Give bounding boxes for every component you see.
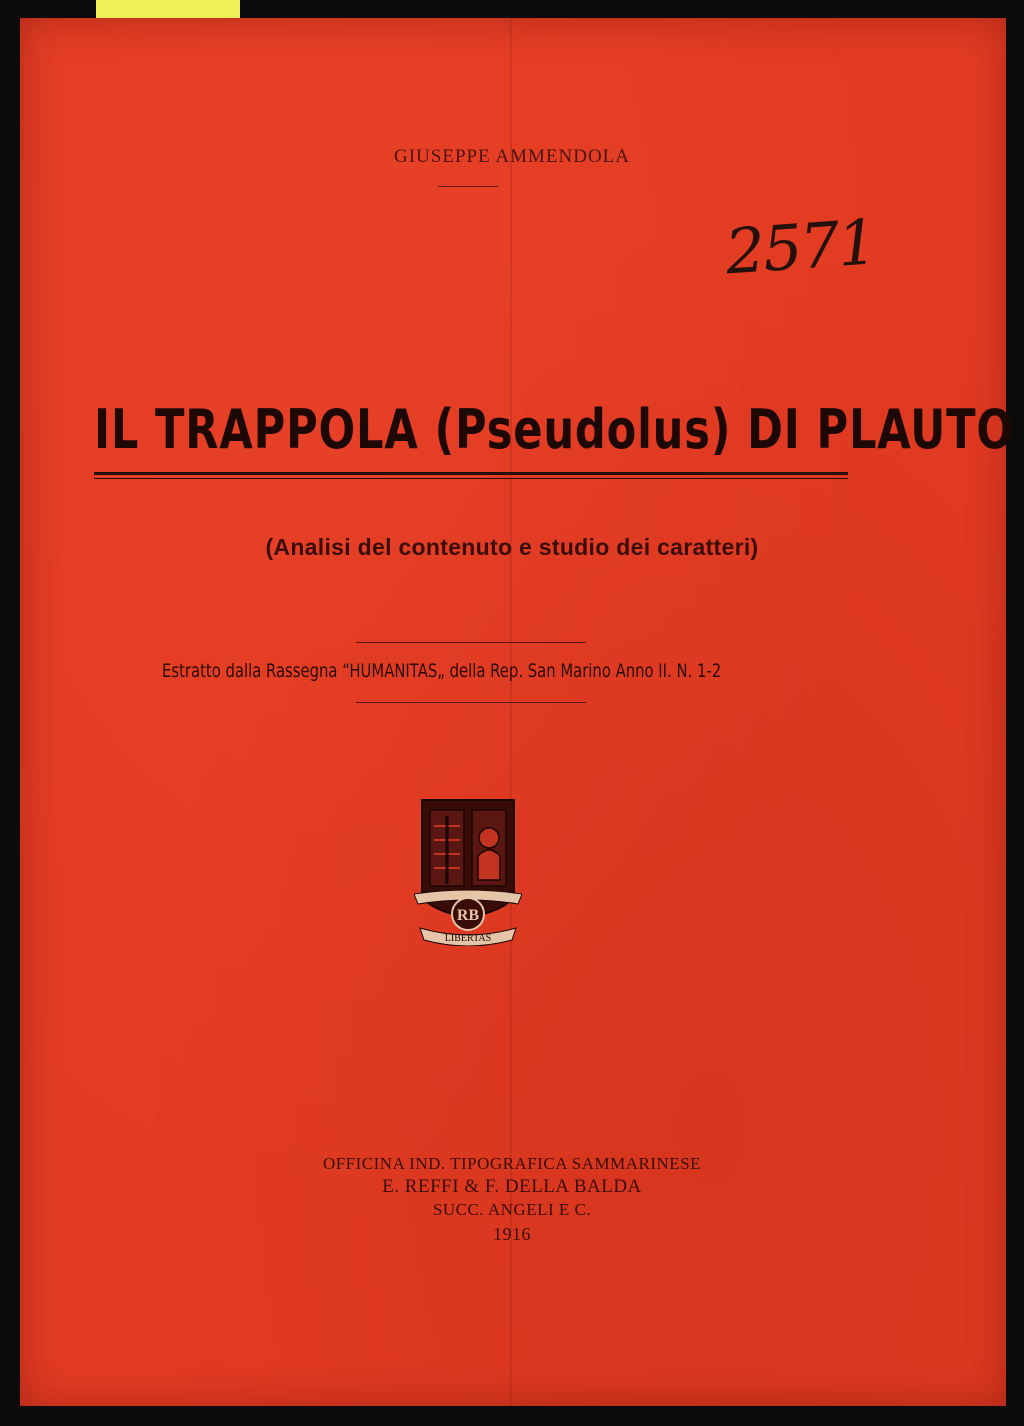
title-underline-thin bbox=[94, 478, 848, 479]
extract-divider-top bbox=[356, 642, 586, 643]
extract-divider-bottom bbox=[356, 702, 586, 703]
publisher-line-1: OFFICINA IND. TIPOGRAFICA SAMMARINESE bbox=[322, 1154, 702, 1173]
title-underline-thick bbox=[94, 472, 848, 475]
publisher-line-3: SUCC. ANGELI E C. bbox=[432, 1200, 592, 1219]
publisher-line-2: E. REFFI & F. DELLA BALDA bbox=[382, 1176, 642, 1197]
handwritten-catalog-number: 2571 bbox=[723, 205, 878, 289]
yellow-tab bbox=[96, 0, 240, 18]
book-subtitle: (Analisi del contenuto e studio dei caratteri) bbox=[265, 534, 759, 560]
author-divider bbox=[438, 186, 498, 187]
emblem-ribbon-text: LIBERTAS bbox=[444, 933, 492, 944]
book-title: IL TRAPPOLA (Pseudolus) DI PLAUTO bbox=[94, 398, 1014, 461]
publisher-emblem-icon bbox=[414, 796, 522, 946]
publication-year: 1916 bbox=[493, 1224, 531, 1244]
author-name: GIUSEPPE AMMENDOLA bbox=[394, 146, 630, 167]
extract-note: Estratto dalla Rassegna “HUMANITAS„ della Rep. San Marino Anno II. N. 1-2 bbox=[162, 660, 722, 682]
emblem-monogram: RB bbox=[456, 907, 480, 924]
